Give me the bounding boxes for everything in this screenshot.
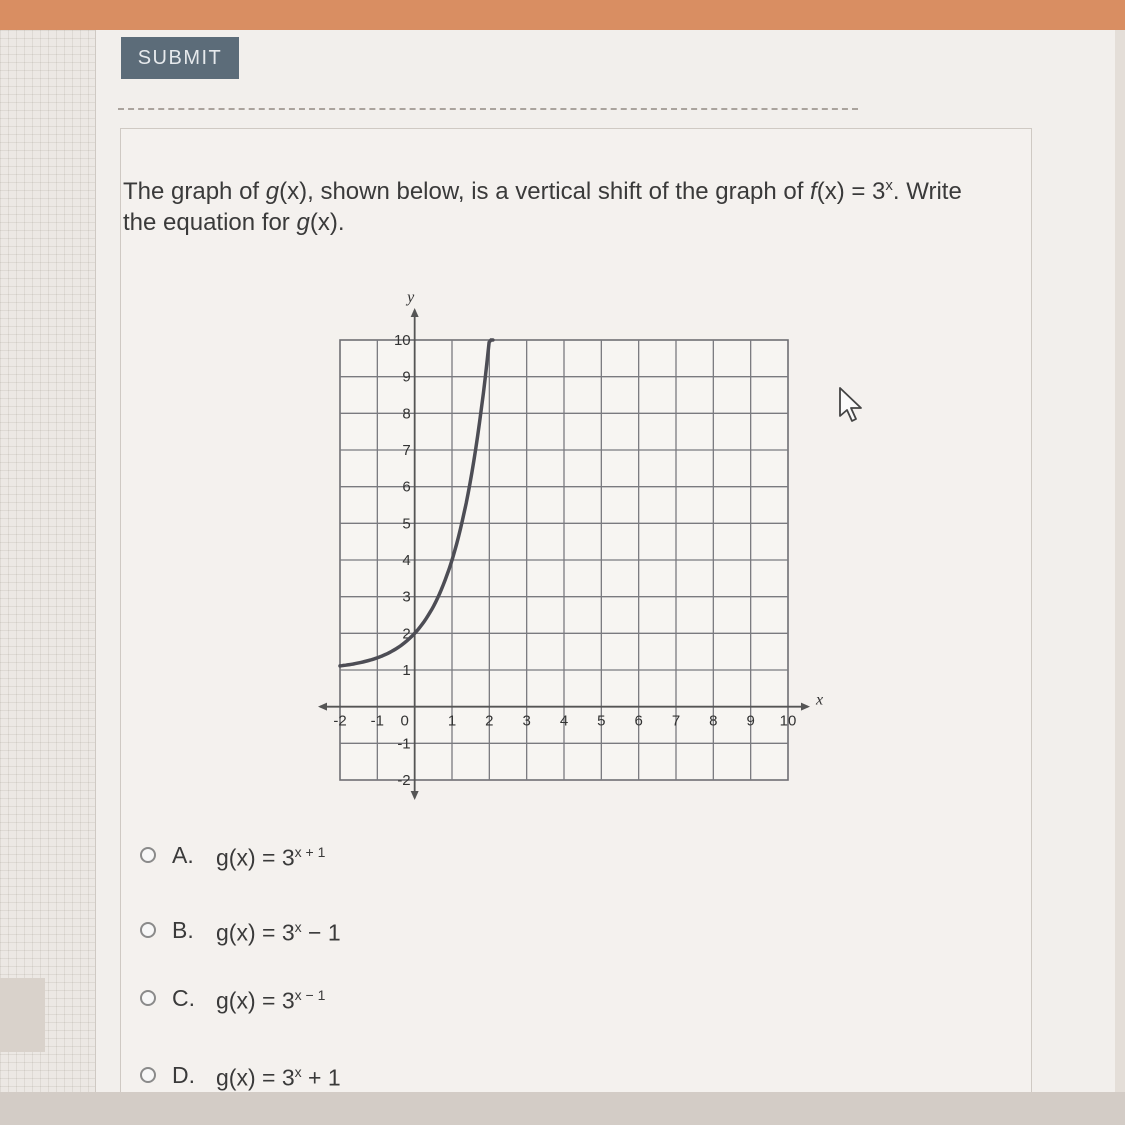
y-tick-label: 1	[402, 662, 411, 679]
x-tick-label: 3	[522, 712, 531, 730]
option-exponent: x + 1	[294, 844, 326, 861]
q-text: the equation for	[123, 209, 297, 236]
y-axis-arrow-down	[411, 791, 419, 800]
notebook-margin	[0, 30, 95, 1125]
y-tick-label: -2	[397, 772, 411, 789]
option-letter: D.	[172, 1061, 195, 1088]
q-paren: (x)	[309, 209, 338, 236]
answer-option[interactable]	[140, 835, 325, 875]
q-text: . Write	[892, 178, 962, 205]
option-exponent: x	[294, 919, 302, 936]
answer-option[interactable]	[140, 978, 325, 1018]
x-tick-label: 10	[779, 712, 797, 730]
x-tick-label: 0	[400, 712, 409, 730]
q-g: g	[296, 209, 310, 236]
radio-button[interactable]	[140, 922, 156, 938]
option-lhs: g(x) = 3	[216, 987, 295, 1014]
option-equation	[216, 987, 325, 1015]
option-letter: B.	[172, 916, 194, 943]
option-tail: + 1	[301, 1064, 341, 1091]
x-tick-label: 8	[709, 712, 718, 730]
question-text	[123, 170, 1013, 238]
q-text: , shown below, is a vertical shift of the graph of	[307, 178, 811, 205]
y-tick-label: 2	[402, 625, 411, 643]
y-tick-label: 9	[402, 368, 411, 386]
q-text: .	[337, 209, 345, 236]
y-tick-label: 6	[402, 478, 411, 496]
x-tick-label: 7	[671, 712, 681, 730]
x-tick-label: 6	[634, 712, 643, 730]
option-exponent: x − 1	[294, 987, 326, 1004]
question-line-2	[123, 207, 1013, 238]
option-lhs: g(x) = 3	[216, 919, 295, 946]
radio-button[interactable]	[140, 1067, 156, 1083]
y-tick-label: 4	[402, 552, 411, 569]
y-tick-label: 8	[402, 405, 411, 423]
x-tick-label: -1	[370, 712, 385, 730]
option-tail: − 1	[301, 919, 341, 946]
y-tick-label: 5	[402, 515, 411, 533]
x-axis-label: x	[816, 691, 824, 709]
option-equation	[216, 1064, 341, 1092]
margin-box	[0, 978, 45, 1052]
answer-option[interactable]	[140, 910, 341, 950]
bottom-strip	[0, 1092, 1125, 1125]
q-g: g	[265, 178, 280, 205]
q-sup: x	[885, 177, 893, 194]
q-paren: (x)	[279, 178, 308, 205]
mouse-cursor-icon	[836, 386, 866, 426]
right-strip	[1115, 30, 1125, 1092]
y-tick-label: 10	[393, 332, 411, 349]
radio-button[interactable]	[140, 847, 156, 863]
divider	[118, 108, 858, 110]
x-tick-label: -2	[333, 712, 347, 730]
graph	[300, 280, 830, 800]
x-tick-label: 5	[597, 712, 606, 730]
option-letter: C.	[172, 984, 195, 1011]
q-text: The graph of	[123, 178, 266, 205]
x-axis-arrow-left	[318, 703, 327, 711]
top-bar	[0, 0, 1125, 30]
y-axis-label: y	[407, 289, 415, 306]
y-axis-arrow-up	[411, 308, 419, 317]
option-letter: A.	[172, 841, 194, 868]
option-lhs: g(x) = 3	[216, 844, 295, 871]
x-tick-label: 1	[447, 712, 457, 730]
answer-option[interactable]	[140, 1055, 341, 1095]
x-tick-label: 2	[485, 712, 494, 730]
option-equation	[216, 919, 341, 947]
option-exponent: x	[294, 1064, 302, 1081]
x-axis-arrow-right	[801, 703, 810, 711]
x-tick-label: 9	[746, 712, 755, 730]
x-tick-label: 4	[559, 712, 569, 730]
q-f: f	[810, 178, 817, 205]
y-tick-label: 7	[402, 442, 411, 459]
y-tick-label: -1	[397, 735, 411, 753]
question-line-1	[123, 170, 1013, 207]
submit-button[interactable]: SUBMIT	[121, 37, 239, 79]
option-equation	[216, 844, 325, 872]
option-lhs: g(x) = 3	[216, 1064, 295, 1091]
y-tick-label: 3	[402, 588, 411, 606]
q-text: (x) = 3	[816, 178, 886, 205]
radio-button[interactable]	[140, 990, 156, 1006]
